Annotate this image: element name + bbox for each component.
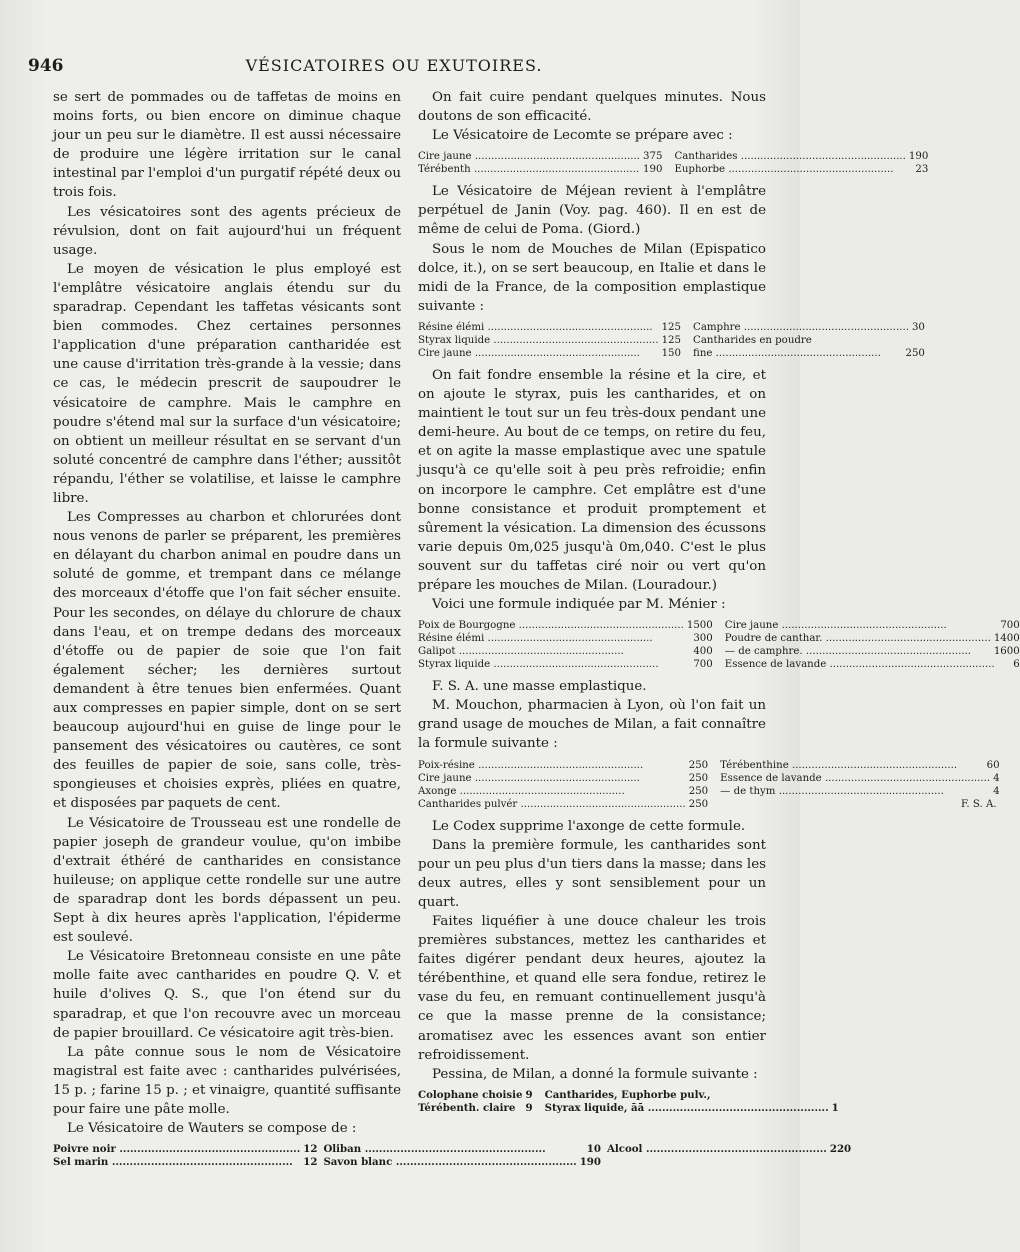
formula-row: Colophane choisie 9 (418, 1088, 533, 1101)
formula-row: Poivre noir ..... 12 (53, 1143, 317, 1156)
formula-row: Euphorbe ..... 23 (674, 163, 928, 176)
paragraph: Le Vésicatoire de Trousseau est une rondelle de papier joseph de grandeur voulue, qu'on imbibe d'extrait éthéré de cantharides en consistance huileuse; on applique cette rondelle sur une autre de sparadrap dont les bords dépassent un peu. Sept à dix heures après l'application, l'épiderme est soulevé. (53, 815, 401, 946)
paragraph: La pâte connue sous le nom de Vésicatoire magistral est faite avec : cantharides pulvérisées, 15 p. ; farine 15 p. ; et vinaigre, quantité suffisante pour faire une pâte molle. (53, 1044, 401, 1117)
running-title: VÉSICATOIRES OU EXUTOIRES. (245, 56, 543, 75)
formula-row: Camphre ..... 30 (693, 321, 925, 334)
formula-row: Cire jaune ..... 700 (725, 619, 1020, 632)
formula-row: Térébenth ..... 190 (418, 163, 662, 176)
page-header (28, 56, 760, 78)
formula-row: Poudre de canthar. ..... 1400 (725, 632, 1020, 645)
formula-row: Galipot ..... 400 (418, 645, 713, 658)
formula-row: Cantharides, Euphorbe pulv., (544, 1088, 711, 1101)
paragraph: Le moyen de vésication le plus employé est l'emplâtre vésicatoire anglais étendu sur du sparadrap. Cependant les taffetas vésicants sont bien commodes. Chez certaines personnes l'application d'une préparation cantharidée est une cause d'irritation très-grande à la vessie; dans ce cas, le médecin prescrit de saupoudrer le vésicatoire de camphre. Mais le camphre en poudre s'étend mal sur la surface d'un vésicatoire; on obtient un meilleur résultat en se servant d'un soluté concentré de camphre dans l'éther; aussitôt répandu, l'éther se volatilise, et laisse le camphre libre. (53, 261, 401, 506)
formula-pessina (418, 1088, 839, 1115)
formula-row: Résine élémi ..... 300 (418, 632, 713, 645)
paragraph: M. Mouchon, pharmacien à Lyon, où l'on fait un grand usage de mouches de Milan, a fait connaître la formule suivante : (418, 698, 766, 752)
formula-row: Essence de lavande ..... 6 (725, 658, 1020, 671)
paragraph: Le Vésicatoire de Wauters se compose de : (67, 1121, 357, 1137)
formula-mouchon (418, 759, 1000, 811)
page-number: 946 (28, 56, 64, 76)
paragraph: Le Codex supprime l'axonge de cette formule. (432, 818, 746, 834)
formula-row: Cantharides pulvér ..... 250 (418, 798, 708, 811)
paragraph: Faites liquéfier à une douce chaleur les trois premières substances, mettez les cantharides et faites digérer pendant deux heures, ajoutez la térébenthine, et quand elle sera fondue, retirez le vase du feu, en remuant continuellement jusqu'à ce que la masse prenne de la consistance; aromatisez avec les essences avant son entier refroidissement. (418, 914, 766, 1063)
formula-row: Axonge ..... 250 (418, 785, 708, 798)
right-column (418, 88, 1020, 1121)
formula-row: Cire jaune ..... 150 (418, 347, 681, 360)
paragraph: Sous le nom de Mouches de Milan (Epispatico dolce, it.), on se sert beaucoup, en Italie et dans le midi de la France, de la composition emplastique suivante : (418, 241, 766, 314)
formula-row: Cire jaune ..... 250 (418, 772, 708, 785)
formula-row: Cantharides ..... 190 (674, 150, 928, 163)
formula-row: fine ..... 250 (693, 347, 925, 360)
formula-row: Savon blanc ..... 190 (323, 1156, 601, 1169)
paragraph: On fait fondre ensemble la résine et la cire, et on ajoute le styrax, puis les cantharides, et on maintient le tout sur un feu très-doux pendant une demi-heure. Au bout de ce temps, on retire du feu, et on agite la masse emplastique avec une spatule jusqu'à ce qu'elle soit à peu près refroidie; enfin on incorpore le camphre. Cet emplâtre est d'une bonne consistance et produit promptement et sûrement la vésication. La dimension des écussons varie depuis 0m,025 jusqu'à 0m,040. C'est le plus souvent sur du taffetas ciré noir ou vert qu'on prépare les mouches de Milan. (Louradour.) (418, 367, 766, 593)
formula-row: Sel marin ..... 12 (53, 1156, 317, 1169)
paragraph: Voici une formule indiquée par M. Ménier : (432, 597, 726, 613)
formula-row: Styrax liquide ..... 700 (418, 658, 713, 671)
formula-row: Poix-résine ..... 250 (418, 759, 708, 772)
formula-row: — de thym ..... 4 (720, 785, 999, 798)
paragraph: Le Vésicatoire Bretonneau consiste en une pâte molle faite avec cantharides en poudre Q. V. et huile d'olives Q. S., que l'on étend sur du sparadrap, et que l'on recouvre avec un morceau de papier brouillard. Ce vésicatoire agit très-bien. (53, 949, 401, 1041)
paragraph: On fait cuire pendant quelques minutes. Nous doutons de son efficacité. (418, 90, 766, 125)
paragraph: Le Vésicatoire de Lecomte se prépare avec : (432, 128, 733, 144)
formula-row: Styrax liquide, āā ..... 1 (545, 1102, 839, 1115)
formula-lecomte (418, 150, 929, 176)
formula-row: Styrax liquide ..... 125 (418, 334, 681, 347)
paragraph: se sert de pommades ou de taffetas de moins en moins forts, ou bien encore on diminue chaque jour un peu sur le diamètre. Il est aussi nécessaire de produire une légère irritation sur le canal intestinal par l'emploi d'un purgatif répété deux ou trois fois. (53, 90, 401, 201)
formula-row: Essence de lavande ..... 4 (720, 772, 999, 785)
formula-menier (418, 619, 1020, 671)
paragraph: Les Compresses au charbon et chlorurées dont nous venons de parler se préparent, les premières en délayant du charbon animal en poudre dans un soluté de gomme, et trempant dans ce mélange des morceaux d'étoffe que l'on fait sécher ensuite. Pour les secondes, on délaye du chlorure de chaux dans l'eau, et on trempe dedans des morceaux d'étoffe ou de papier de soie que l'on fait également sécher; les dernières surtout demandent à être tenues bien enfermées. Quant aux compresses en papier simple, dont on se sert beaucoup aujourd'hui en guise de linge pour le pansement des vésicatoires ou cautères, ce sont des feuilles de papier de soie, sans colle, très-spongieuses et choisies exprès, pliées en quatre, et disposées par paquets de cent. (53, 510, 401, 812)
paragraph: Le Vésicatoire de Méjean revient à l'emplâtre perpétuel de Janin (Voy. pag. 460). Il en est de même de celui de Poma. (Giord.) (418, 184, 766, 238)
formula-row: Cire jaune ..... 375 (418, 150, 662, 163)
paragraph: Les vésicatoires sont des agents précieux de révulsion, dont on fait aujourd'hui un fréquent usage. (53, 204, 401, 258)
formula-milan (418, 321, 925, 360)
formula-wauters (53, 1143, 852, 1169)
paragraph: Dans la première formule, les cantharides sont pour un peu plus d'un tiers dans la masse; dans les deux autres, elles y sont sensiblement pour un quart. (418, 837, 766, 910)
formula-row: F. S. A. (960, 798, 997, 810)
formula-row: — de camphre. ..... 1600 (725, 645, 1020, 658)
formula-row: Térébenth. claire 9 (418, 1101, 533, 1114)
formula-row: Oliban ..... 10 (323, 1143, 601, 1156)
formula-row: Poix de Bourgogne ..... 1500 (418, 619, 713, 632)
paragraph: Pessina, de Milan, a donné la formule suivante : (432, 1066, 758, 1082)
paragraph: F. S. A. une masse emplastique. (432, 679, 647, 695)
formula-row: Cantharides en poudre (693, 334, 812, 346)
formula-row: Alcool ..... 220 (607, 1143, 851, 1156)
formula-row: Térébenthine ..... 60 (720, 759, 999, 772)
formula-row: Résine élémi ..... 125 (418, 321, 681, 334)
